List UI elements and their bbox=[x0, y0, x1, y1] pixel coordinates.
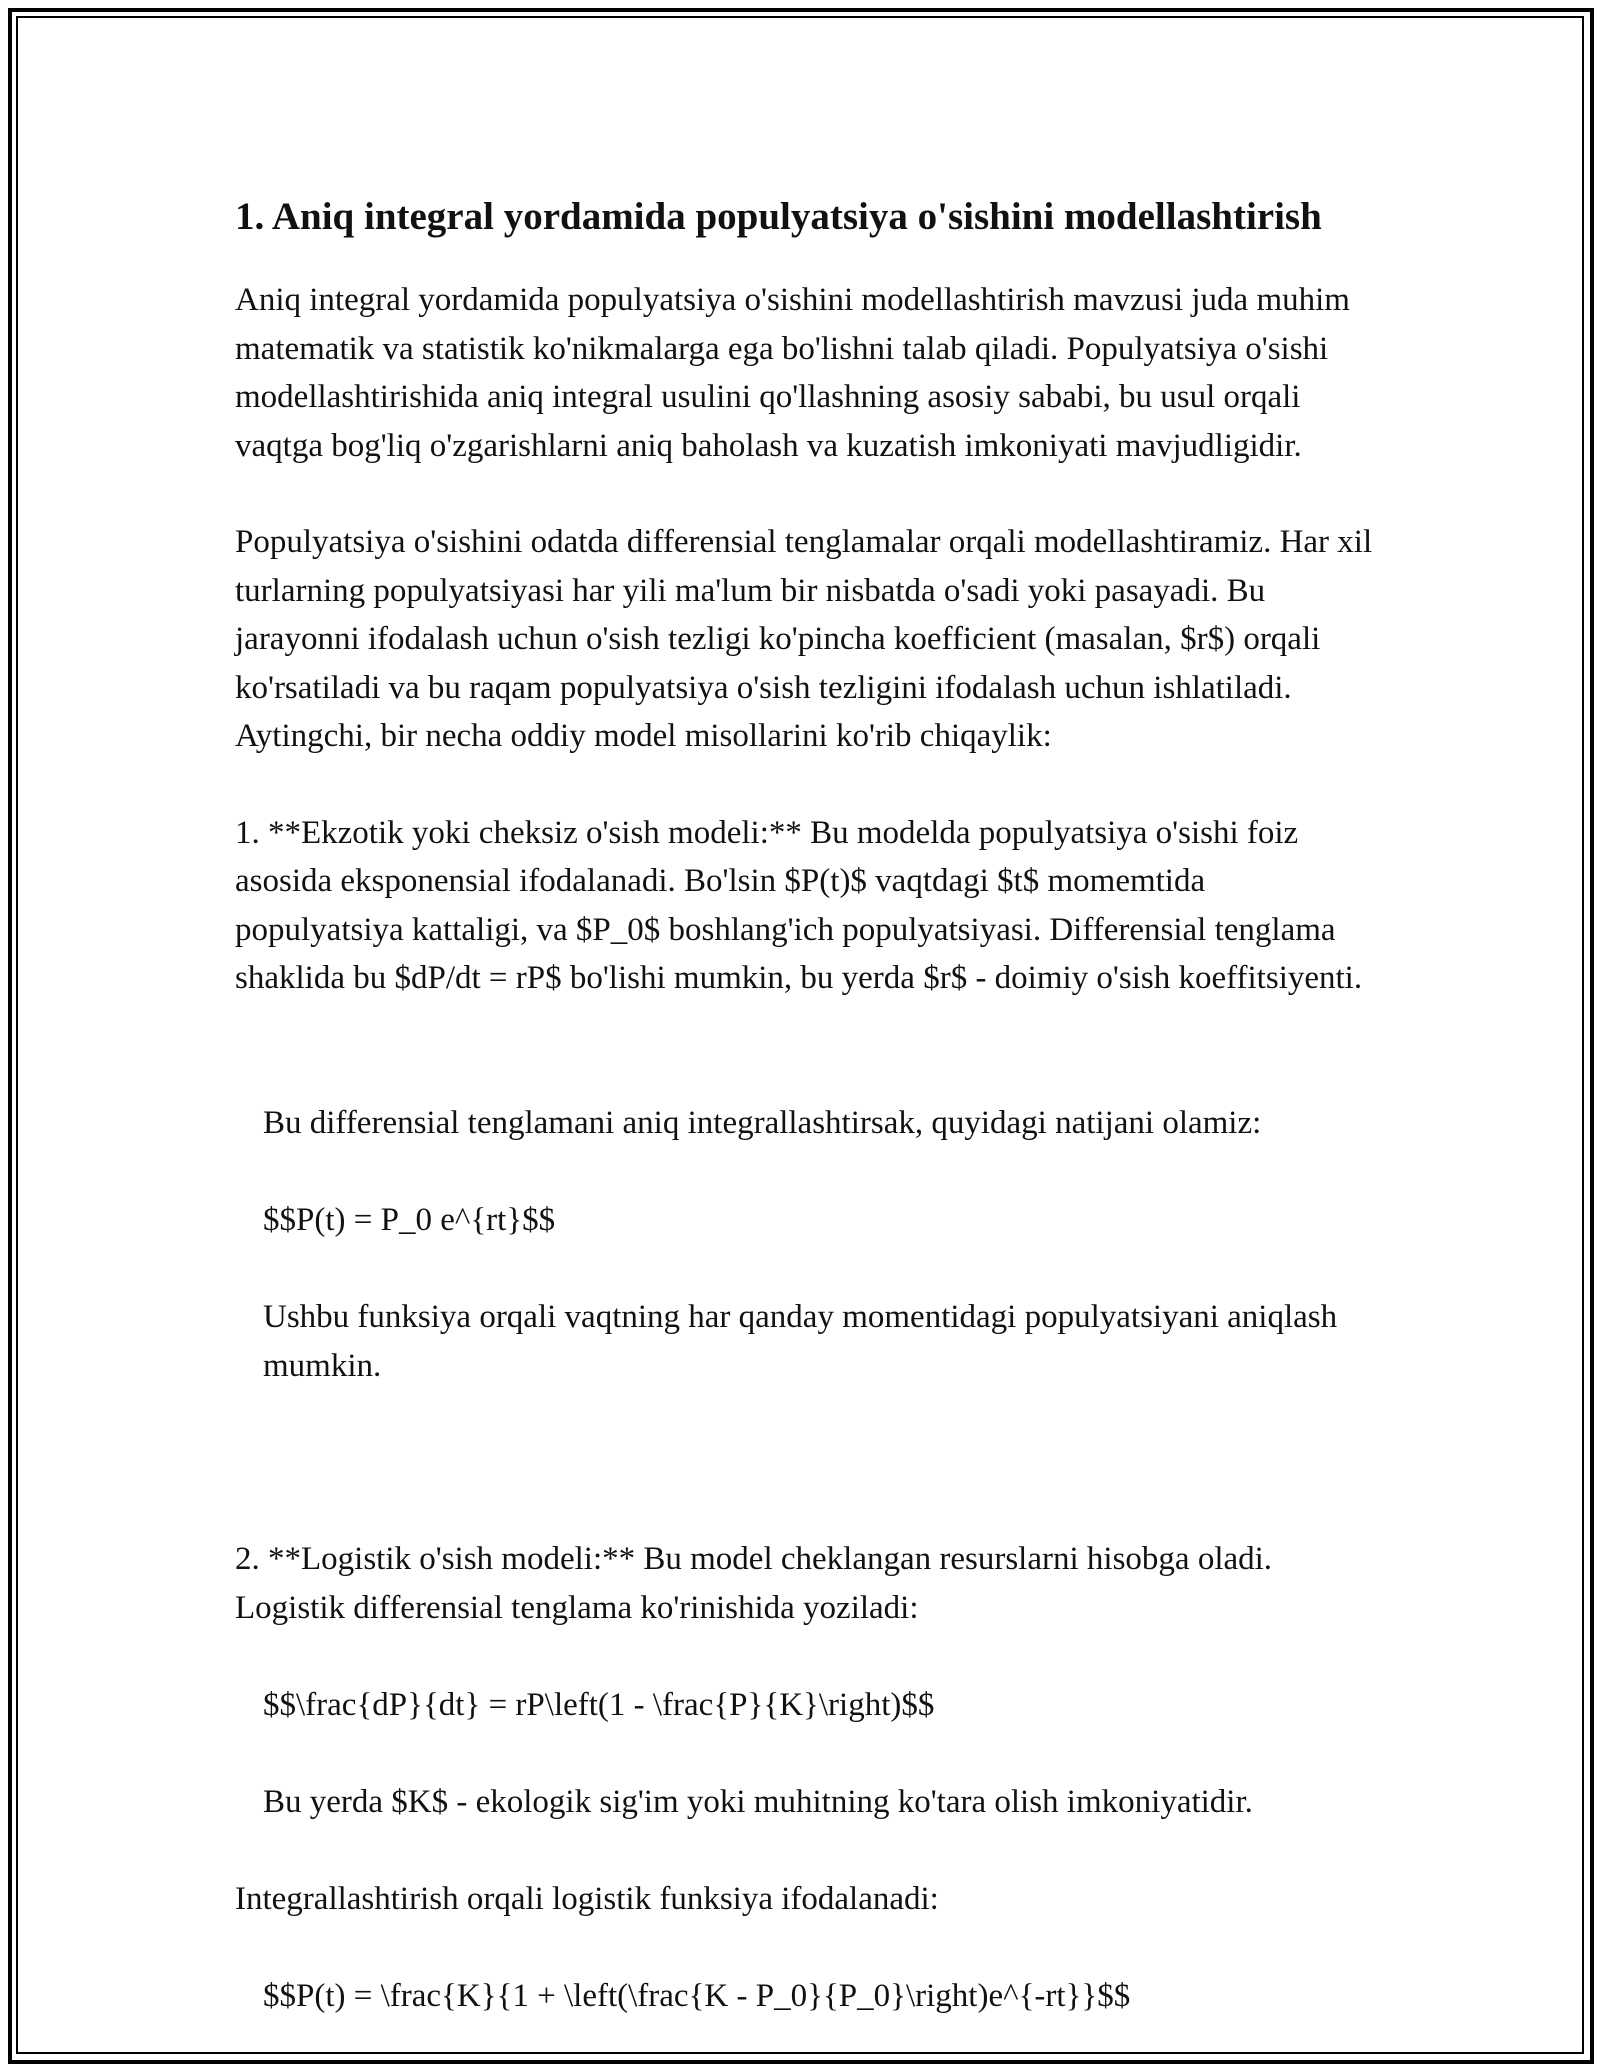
logistic-formula: $$P(t) = \frac{K}{1 + \left(\frac{K - P_0}{P_0}\right)e^{-rt}}$$ bbox=[263, 1977, 1131, 2014]
carrying-capacity-note: Bu yerda $K$ - ekologik sig'im yoki muhitning ko'tara olish imkoniyatidir. bbox=[263, 1783, 1253, 1820]
intro-paragraph: Aniq integral yordamida populyatsiya o'sishini modellashtirish mavzusi juda muhim matematik va statistik ko'nikmalarga ega bo'lishni talab qiladi. Populyatsiya o'sishi modellashtirishida aniq integral usulini qo'llashning asosiy sababi, bu usul orqali vaqtga bog'liq o'zgarishlarni aniq baholash va kuzatish imkoniyati mavjudligidir. bbox=[235, 282, 1350, 464]
exponential-model-details bbox=[235, 1051, 1375, 1439]
models-paragraph: Populyatsiya o'sishini odatda differensial tenglamalar orqali modellashtiramiz. Har xil turlarning populyatsiyasi har yili ma'lum bir nisbatda o'sadi yoki pasayadi. Bu jarayonni ifodalash uchun o'sish tezligi ko'pincha koefficient (masalan, $r$) orqali ko'rsatiladi va bu raqam populyatsiya o'sish tezligini ifodalash uchun ishlatiladi. Aytingchi, bir necha oddiy model misollarini ko'rib chiqaylik: bbox=[235, 524, 1373, 754]
section-heading: 1. Aniq integral yordamida populyatsiya o'sishini modellashtirish bbox=[235, 195, 1322, 238]
integration-statement: Bu differensial tenglamani aniq integrallashtirsak, quyidagi natijani olamiz: bbox=[263, 1105, 1262, 1141]
logistic-model-item bbox=[235, 1487, 1375, 2069]
document-body bbox=[235, 190, 1375, 2069]
exponential-model-item: 1. **Ekzotik yoki cheksiz o'sish modeli:** Bu modelda populyatsiya o'sishi foiz asosida eksponensial ifodalanadi. Bo'lsin $P(t)$ vaqtdagi $t$ momemtida populyatsiya kattaligi, va $P_0$ boshlang'ich populyatsiyasi. Differensial tenglama shaklida bu $dP/dt = rP$ bo'lishi mumkin, bu yerda $r$ - doimiy o'sish koeffitsiyenti. bbox=[235, 814, 1363, 996]
exponential-note: Ushbu funksiya orqali vaqtning har qanday momentidagi populyatsiyani aniqlash mumkin. bbox=[263, 1299, 1338, 1384]
logistic-intro: 2. **Logistik o'sish modeli:** Bu model cheklangan resurslarni hisobga oladi. Logistik differensial tenglama ko'rinishida yoziladi: bbox=[235, 1541, 1273, 1626]
logistic-function-note: Integrallashtirish orqali logistik funksiya ifodalanadi: bbox=[235, 1880, 939, 1917]
logistic-equation: $$\frac{dP}{dt} = rP\left(1 - \frac{P}{K}\right)$$ bbox=[263, 1686, 935, 1723]
exponential-formula: $$P(t) = P_0 e^{rt}$$ bbox=[263, 1202, 556, 1238]
